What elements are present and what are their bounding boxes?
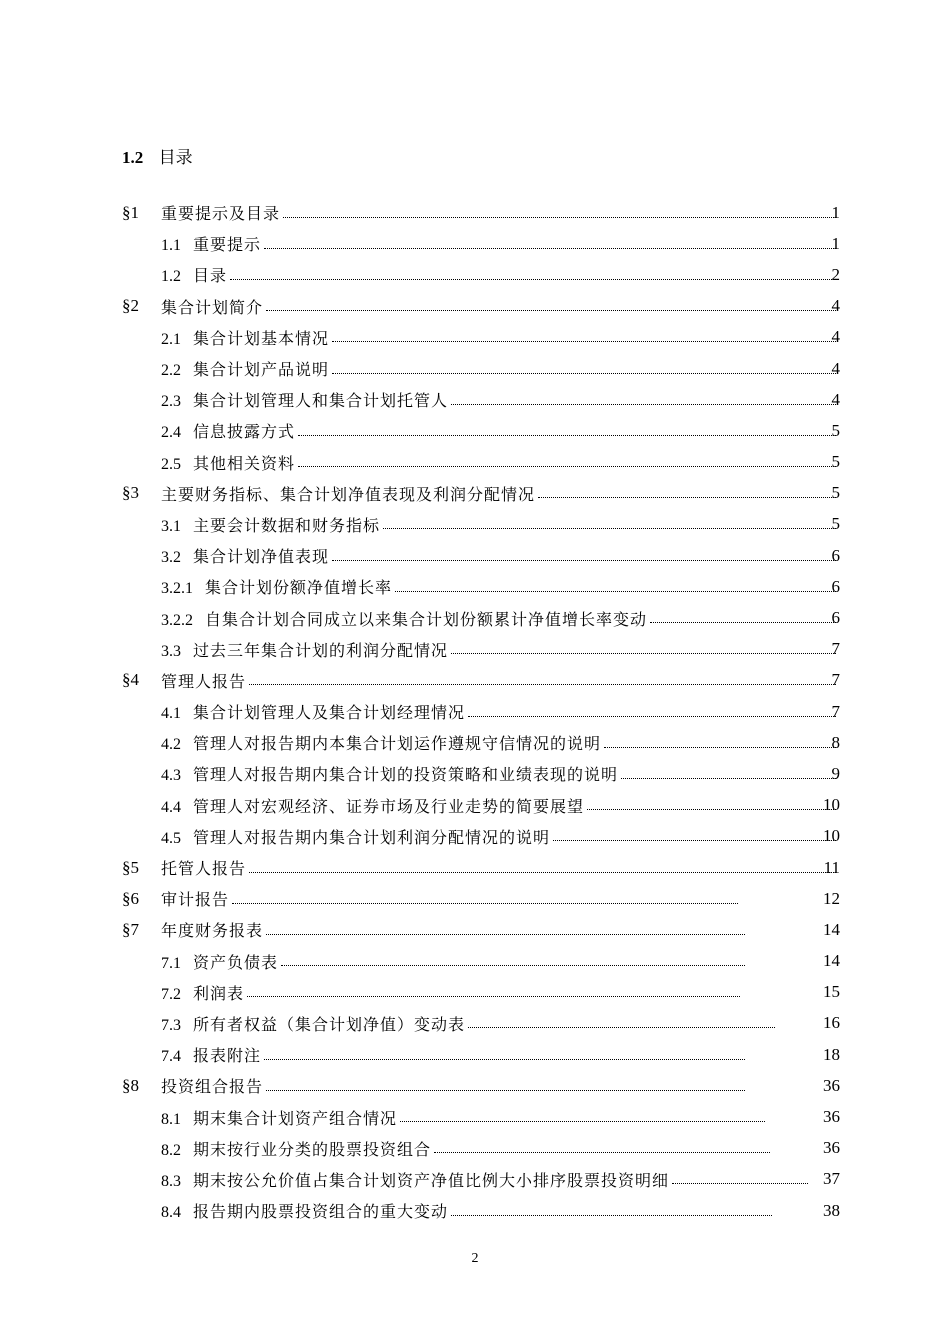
toc-entry-title: 托管人报告 <box>161 859 247 879</box>
toc-page-number: 14 <box>823 951 840 971</box>
toc-entry-number: 4.2 <box>161 736 181 754</box>
toc-entry[interactable] <box>0 946 950 977</box>
toc-entry-number: 4.5 <box>161 829 181 847</box>
toc-entry-title: 期末集合计划资产组合情况 <box>193 1108 398 1128</box>
toc-entry-text <box>161 544 329 567</box>
toc-page-number: 11 <box>823 857 840 877</box>
toc-entry-text <box>161 1012 465 1035</box>
toc-leader-dots <box>332 558 836 561</box>
toc-page-number: 36 <box>823 1107 840 1127</box>
toc-entry-title: 利润表 <box>193 983 245 1003</box>
toc-leader-dots <box>249 682 836 685</box>
toc-entry-number: 1.2 <box>161 268 181 286</box>
toc-entry-title: 集合计划产品说明 <box>193 360 330 380</box>
toc-leader-dots <box>434 1150 770 1153</box>
toc-entry-number: 3.2 <box>161 549 181 567</box>
toc-page-number: 36 <box>823 1138 840 1158</box>
toc-section-mark: §3 <box>122 483 139 503</box>
toc-entry-number: 3.3 <box>161 642 181 660</box>
toc-entry-text <box>161 357 329 380</box>
toc-section-mark: §5 <box>122 857 139 877</box>
toc-entry-text <box>161 232 261 255</box>
toc-page-number: 7 <box>831 639 840 659</box>
toc-page-number: 7 <box>831 701 840 721</box>
toc-page-number: 6 <box>831 608 840 628</box>
toc-entry-text <box>161 731 601 754</box>
toc-entry-number: 8.3 <box>161 1172 181 1190</box>
toc-entry[interactable] <box>0 228 950 259</box>
toc-leader-dots <box>451 651 836 654</box>
toc-entry-text <box>161 1199 448 1222</box>
toc-entry-title: 报表附注 <box>193 1046 262 1066</box>
toc-entry[interactable] <box>0 1039 950 1070</box>
toc-entry-title: 集合计划简介 <box>161 297 264 317</box>
toc-entry-title: 过去三年集合计划的利润分配情况 <box>193 640 449 660</box>
toc-leader-dots <box>266 1088 745 1091</box>
toc-entry-text <box>161 950 278 973</box>
toc-entry[interactable] <box>0 478 950 509</box>
toc-page-number: 1 <box>831 202 840 222</box>
toc-leader-dots <box>383 526 836 529</box>
toc-leader-dots <box>672 1181 808 1184</box>
toc-page-number: 1 <box>831 233 840 253</box>
toc-entry-text <box>161 825 550 848</box>
toc-leader-dots <box>650 620 836 623</box>
toc-entry-text <box>161 201 280 224</box>
toc-entry[interactable] <box>0 1070 950 1101</box>
toc-entry-title: 投资组合报告 <box>161 1077 264 1097</box>
toc-entry[interactable] <box>0 322 950 353</box>
toc-section-mark: §2 <box>122 296 139 316</box>
toc-entry-text <box>161 295 263 318</box>
toc-entry-number: 3.2.2 <box>161 611 193 629</box>
toc-entry-title: 集合计划净值表现 <box>193 547 330 567</box>
toc-page-number: 7 <box>831 670 840 690</box>
toc-leader-dots <box>332 339 836 342</box>
toc-entry-text <box>161 263 227 286</box>
toc-entry[interactable] <box>0 571 950 602</box>
toc-entry[interactable] <box>0 821 950 852</box>
toc-entry-number: 4.1 <box>161 705 181 723</box>
toc-entry-title: 重要提示 <box>193 235 262 255</box>
toc-entry[interactable] <box>0 977 950 1008</box>
toc-entry[interactable] <box>0 1195 950 1226</box>
toc-entry-number: 8.4 <box>161 1204 181 1222</box>
toc-page-number: 36 <box>823 1075 840 1095</box>
toc-entry-number: 7.3 <box>161 1016 181 1034</box>
toc-entry-title: 信息披露方式 <box>193 422 296 442</box>
toc-entry-number: 7.4 <box>161 1048 181 1066</box>
toc-entry-title: 集合计划管理人和集合计划托管人 <box>193 391 449 411</box>
toc-entry-text <box>161 1043 261 1066</box>
toc-entry[interactable] <box>0 353 950 384</box>
page-number: 2 <box>471 1251 479 1266</box>
toc-entry[interactable] <box>0 259 950 290</box>
toc-leader-dots <box>468 714 836 717</box>
toc-leader-dots <box>232 901 738 904</box>
toc-section-mark: §7 <box>122 919 139 939</box>
toc-page-number: 6 <box>831 545 840 565</box>
toc-page-number: 37 <box>823 1169 840 1189</box>
toc-entry-number: 8.1 <box>161 1110 181 1128</box>
toc-leader-dots <box>587 807 836 810</box>
toc-entry[interactable] <box>0 727 950 758</box>
toc-entry[interactable] <box>0 384 950 415</box>
toc-entry-number: 8.2 <box>161 1141 181 1159</box>
heading-title: 目录 <box>158 148 193 168</box>
toc-entry-title: 期末按行业分类的股票投资组合 <box>193 1139 432 1159</box>
toc-entry[interactable] <box>0 914 950 945</box>
toc-entry-number: 1.1 <box>161 237 181 255</box>
toc-entry-title: 主要会计数据和财务指标 <box>193 515 381 535</box>
toc-leader-dots <box>400 1119 765 1122</box>
toc-entry-title: 管理人对报告期内本集合计划运作遵规守信情况的说明 <box>193 734 602 754</box>
toc-entry-number: 4.3 <box>161 767 181 785</box>
toc-entry-number: 4.4 <box>161 798 181 816</box>
toc-entry[interactable] <box>0 665 950 696</box>
toc-entry-number: 3.1 <box>161 517 181 535</box>
toc-entry-number: 2.1 <box>161 330 181 348</box>
toc-entry-text <box>161 1106 397 1129</box>
toc-page-number: 5 <box>831 483 840 503</box>
toc-page-number: 6 <box>831 576 840 596</box>
toc-entry-text <box>161 326 329 349</box>
toc-entry-title: 目录 <box>193 266 228 286</box>
toc-entry-text <box>161 762 618 785</box>
toc-entry-title: 其他相关资料 <box>193 453 296 473</box>
toc-entry[interactable] <box>0 790 950 821</box>
toc-entry[interactable] <box>0 415 950 446</box>
toc-page-number: 5 <box>831 452 840 472</box>
toc-entry-text <box>161 856 246 879</box>
toc-leader-dots <box>468 1025 775 1028</box>
toc-entry-title: 集合计划基本情况 <box>193 328 330 348</box>
heading-number: 1.2 <box>122 148 144 167</box>
toc-entry-title: 审计报告 <box>161 890 230 910</box>
toc-entry-number: 2.3 <box>161 393 181 411</box>
toc-entry-title: 集合计划份额净值增长率 <box>205 578 393 598</box>
toc-entry-title: 管理人对报告期内集合计划利润分配情况的说明 <box>193 827 551 847</box>
toc-page-number: 38 <box>823 1200 840 1220</box>
toc-entry[interactable] <box>0 509 950 540</box>
toc-leader-dots <box>395 589 836 592</box>
toc-entry[interactable] <box>0 758 950 789</box>
toc-entry-text <box>161 419 295 442</box>
toc-entry-text <box>161 1168 669 1191</box>
toc-section-mark: §6 <box>122 888 139 908</box>
toc-leader-dots <box>298 433 836 436</box>
toc-entry-title: 报告期内股票投资组合的重大变动 <box>193 1202 449 1222</box>
toc-entry[interactable] <box>0 852 950 883</box>
toc-page-number: 8 <box>831 732 840 752</box>
toc-entry-text <box>161 575 392 598</box>
toc-entry-text <box>161 887 229 910</box>
toc-page-number: 12 <box>823 888 840 908</box>
toc-page-number: 10 <box>823 795 840 815</box>
toc-entry-text <box>161 981 244 1004</box>
toc-entry[interactable] <box>0 1164 950 1195</box>
toc-section-mark: §4 <box>122 670 139 690</box>
toc-entry-text <box>161 482 535 505</box>
toc-entry[interactable] <box>0 540 950 571</box>
toc-entry-text <box>161 388 448 411</box>
toc-entry-number: 2.2 <box>161 362 181 380</box>
toc-page-number: 4 <box>831 389 840 409</box>
toc-leader-dots <box>621 776 836 779</box>
toc-page-number: 5 <box>831 514 840 534</box>
toc-page-number: 10 <box>823 826 840 846</box>
toc-entry-text <box>161 513 380 536</box>
toc-leader-dots <box>264 246 836 249</box>
toc-leader-dots <box>538 495 836 498</box>
toc-leader-dots <box>451 1213 772 1216</box>
toc-entry-text <box>161 918 263 941</box>
table-of-contents <box>0 197 950 1226</box>
toc-entry-text <box>161 1137 431 1160</box>
toc-entry-title: 期末按公允价值占集合计划资产净值比例大小排序股票投资明细 <box>193 1170 670 1190</box>
toc-entry-title: 管理人报告 <box>161 671 247 691</box>
toc-entry-title: 集合计划管理人及集合计划经理情况 <box>193 703 466 723</box>
toc-entry-title: 管理人对报告期内集合计划的投资策略和业绩表现的说明 <box>193 765 619 785</box>
toc-leader-dots <box>249 870 836 873</box>
toc-entry-text <box>161 669 246 692</box>
toc-entry[interactable] <box>0 696 950 727</box>
toc-entry-title: 主要财务指标、集合计划净值表现及利润分配情况 <box>161 484 536 504</box>
toc-entry[interactable] <box>0 447 950 478</box>
toc-entry-text <box>161 607 647 630</box>
toc-leader-dots <box>283 215 836 218</box>
toc-entry-number: 2.4 <box>161 424 181 442</box>
toc-leader-dots <box>604 745 836 748</box>
toc-page-number: 4 <box>831 358 840 378</box>
toc-entry-text <box>161 638 448 661</box>
toc-page-number: 16 <box>823 1013 840 1033</box>
toc-leader-dots <box>332 371 836 374</box>
toc-leader-dots <box>266 308 836 311</box>
toc-page-number: 18 <box>823 1044 840 1064</box>
toc-entry[interactable] <box>0 1101 950 1132</box>
toc-leader-dots <box>264 1057 745 1060</box>
toc-entry-number: 3.2.1 <box>161 580 193 598</box>
toc-entry-text <box>161 1074 263 1097</box>
toc-entry[interactable] <box>0 1008 950 1039</box>
toc-leader-dots <box>281 963 745 966</box>
toc-entry-number: 7.2 <box>161 985 181 1003</box>
toc-section-mark: §8 <box>122 1075 139 1095</box>
toc-entry[interactable] <box>0 1133 950 1164</box>
toc-page-number: 9 <box>831 763 840 783</box>
toc-entry-title: 管理人对宏观经济、证券市场及行业走势的简要展望 <box>193 796 585 816</box>
toc-heading <box>122 143 193 168</box>
toc-entry-title: 自集合计划合同成立以来集合计划份额累计净值增长率变动 <box>205 609 648 629</box>
toc-entry[interactable] <box>0 883 950 914</box>
toc-page-number: 4 <box>831 296 840 316</box>
toc-page-number: 2 <box>831 264 840 284</box>
toc-page-number: 14 <box>823 919 840 939</box>
toc-leader-dots <box>266 932 745 935</box>
toc-entry[interactable] <box>0 634 950 665</box>
toc-leader-dots <box>451 402 836 405</box>
toc-leader-dots <box>553 838 836 841</box>
toc-leader-dots <box>247 994 740 997</box>
toc-section-mark: §1 <box>122 202 139 222</box>
toc-page-number: 15 <box>823 982 840 1002</box>
toc-page-number: 4 <box>831 327 840 347</box>
toc-page-number: 5 <box>831 420 840 440</box>
toc-entry-text <box>161 794 584 817</box>
toc-entry[interactable] <box>0 291 950 322</box>
toc-entry[interactable] <box>0 197 950 228</box>
toc-entry-title: 所有者权益（集合计划净值）变动表 <box>193 1014 466 1034</box>
toc-entry-text <box>161 700 465 723</box>
toc-leader-dots <box>298 464 836 467</box>
toc-entry-number: 7.1 <box>161 954 181 972</box>
toc-entry-number: 2.5 <box>161 455 181 473</box>
toc-entry-title: 资产负债表 <box>193 952 279 972</box>
toc-entry[interactable] <box>0 602 950 633</box>
toc-entry-title: 年度财务报表 <box>161 921 264 941</box>
toc-entry-title: 重要提示及目录 <box>161 204 281 224</box>
toc-leader-dots <box>230 277 836 280</box>
toc-entry-text <box>161 451 295 474</box>
